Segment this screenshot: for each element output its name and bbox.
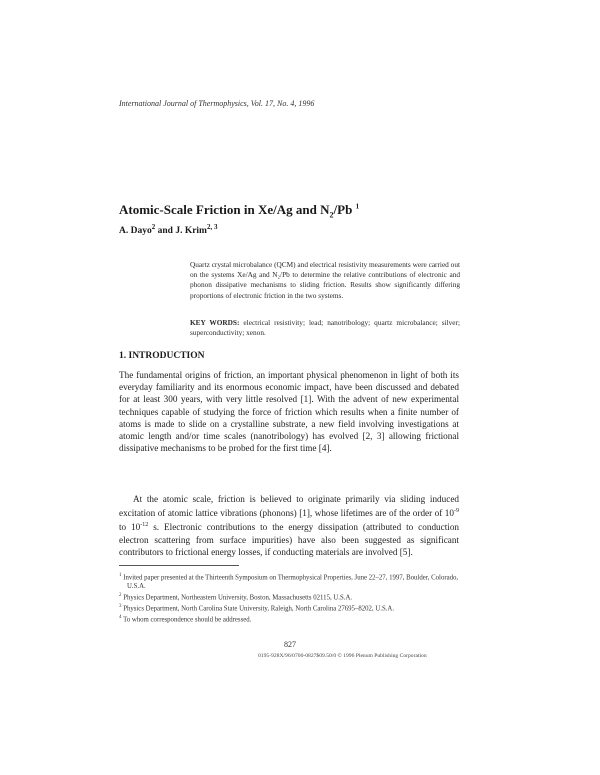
footnotes	[119, 572, 459, 626]
footnote-2-mark: 2	[119, 593, 122, 599]
footnote-4-mark: 4	[119, 615, 122, 621]
footnote-1-text: Invited paper presented at the Thirteenth Symposium on Thermophysical Properties, June 22–27, 1997, Boulder, Colorado, U.S.A.	[121, 574, 459, 591]
author-affiliation-1: 2	[151, 223, 156, 231]
footnote-4	[119, 614, 459, 625]
body-paragraph-2	[119, 493, 459, 558]
exponent-2: -12	[140, 522, 149, 529]
section-heading: 1. INTRODUCTION	[119, 351, 205, 361]
exponent-1: -9	[454, 508, 459, 515]
title-footnote-mark: 1	[355, 202, 360, 211]
author-affiliation-2: 2, 3	[206, 223, 218, 231]
paper-title	[119, 202, 359, 220]
paragraph-2-text-a: At the atomic scale, friction is believed to originate primarily via sliding induced excitation of atomic lattice vibrations (phonons) [1], whose lifetimes are of the order of 10	[119, 494, 459, 519]
footnote-3-text: Physics Department, North Carolina State University, Raleigh, North Carolina 27695–8202, U.S.A.	[121, 605, 395, 613]
title-text-2: /Pb	[333, 202, 353, 217]
keywords-text: electrical resistivity; lead; nanotribology; quartz microbalance; silver; superconductivity; xenon.	[190, 318, 460, 338]
title-subscript: 2	[329, 210, 334, 220]
footnote-3-mark: 3	[119, 604, 122, 610]
footnote-4-text: To whom correspondence should be addressed.	[121, 616, 252, 624]
page-number: 827	[284, 640, 296, 649]
journal-header: International Journal of Thermophysics, Vol. 17, No. 4, 1996	[119, 99, 315, 108]
body-paragraph-1: The fundamental origins of friction, an important physical phenomenon in light of both its everyday familiarity and its enormous economic impact, have been discussed and debated for at least 300 years, with very little resolved [1]. With the advent of new experimental techniques capable of studying the force of friction which results when a finite number of atoms is made to slide on a crystalline substrate, a new field involving investigations at atomic length and/or time scales (nanotribology) has evolved [2, 3] allowing frictional dissipative mechanisms to be probed for the first time [4].	[119, 370, 459, 454]
paragraph-2-text-b: to 10	[119, 522, 141, 533]
title-text-1: Atomic-Scale Friction in Xe/Ag and N	[119, 202, 330, 217]
footnote-3	[119, 603, 459, 614]
author-name-1: A. Dayo	[119, 226, 152, 237]
keywords-label: KEY WORDS:	[190, 318, 240, 327]
footnote-2-text: Physics Department, Northeastern University, Boston, Massachusetts 02115, U.S.A.	[121, 594, 353, 602]
footnote-2	[119, 592, 459, 603]
author-separator: and	[155, 226, 176, 237]
author-name-2: J. Krim	[175, 226, 207, 237]
footnote-1-mark: 1	[119, 573, 122, 578]
abstract: Quartz crystal microbalance (QCM) and electrical resistivity measurements were carried out on the systems Xe/Ag and N₂/Pb to determine the relative contributions of electronic and phonon dissipative mechanisms to sliding friction. Results show significantly differing proportions of electronic friction in the two systems.	[190, 260, 460, 300]
footnote-divider	[119, 565, 239, 566]
copyright-line: 0195-928X/96/0700-0827$09.50/0 © 1996 Plenum Publishing Corporation	[258, 653, 427, 659]
author-list	[119, 223, 217, 236]
paragraph-2-text-c: s. Electronic contributions to the energy dissipation (attributed to conduction electron scattering from surface impurities) have also been suggested as significant contributors to frictional energy losses, if conducting materials are involved [5].	[119, 522, 460, 557]
keywords	[190, 318, 460, 338]
footnote-1	[119, 572, 459, 592]
